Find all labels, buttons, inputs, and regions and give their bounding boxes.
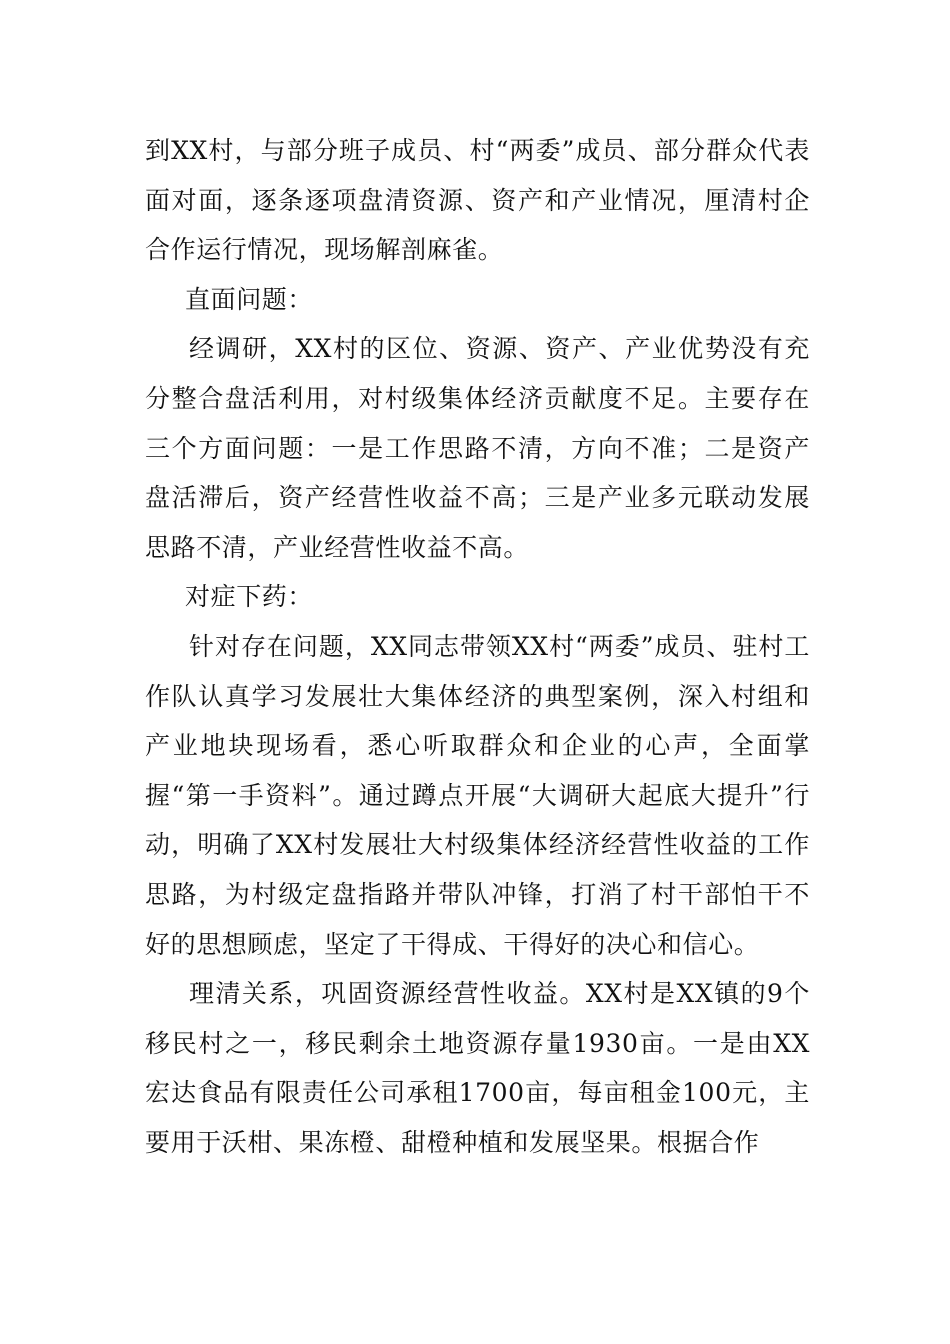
paragraph-continuation: 到XX村，与部分班子成员、村“两委”成员、部分群众代表面对面，逐条逐项盘清资源、资产和产业情况，厘清村企合作运行情况，现场解剖麻雀。 — [145, 136, 810, 265]
paragraph-resource-income: 理清关系，巩固资源经营性收益。XX村是XX镇的9个移民村之一，移民剩余土地资源存量1930亩。一是由XX宏达食品有限责任公司承租1700亩，每亩租金100元，主要用于沃柑、果冻橙、甜橙种植和发展坚果。根据合作 — [145, 979, 810, 1157]
paragraph-research-findings: 经调研，XX村的区位、资源、资产、产业优势没有充分整合盘活利用，对村级集体经济贡献度不足。主要存在三个方面问题：一是工作思路不清，方向不准；二是资产盘活滞后，资产经营性收益不高；三是产业多元联动发展思路不清，产业经营性收益不高。 — [145, 334, 810, 562]
subheading-problems: 直面问题： — [185, 284, 314, 314]
document-body — [145, 126, 810, 1167]
subheading-remedies: 对症下药： — [185, 582, 314, 612]
paragraph-actions: 针对存在问题，XX同志带领XX村“两委”成员、驻村工作队认真学习发展壮大集体经济的典型案例，深入村组和产业地块现场看，悉心听取群众和企业的心声，全面掌握“第一手资料”。通过蹲点开展“大调研大起底大提升”行动，明确了XX村发展壮大村级集体经济经营性收益的工作思路，为村级定盘指路并带队冲锋，打消了村干部怕干不好的思想顾虑，坚定了干得成、干得好的决心和信心。 — [145, 631, 810, 959]
